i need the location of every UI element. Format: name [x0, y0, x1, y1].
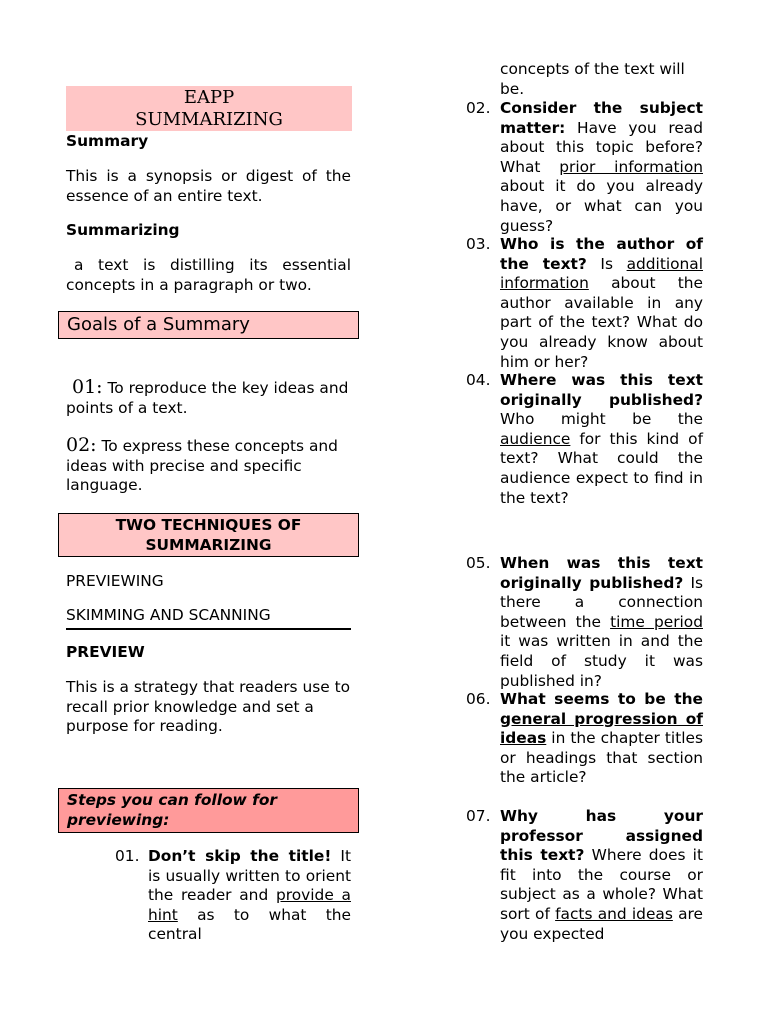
techniques-heading-line-2: SUMMARIZING	[145, 536, 272, 554]
goal-item-2	[66, 436, 351, 496]
step-text-4b: for this kind of text? What could the audience expect to find in the text?	[500, 429, 703, 507]
step-title-7: Why has your professor assigned this text?	[500, 807, 703, 865]
step-1-continued: concepts of the text will be.	[500, 60, 685, 98]
preview-text: This is a strategy that readers use to recall prior knowledge and set a purpose for reading.	[66, 678, 351, 736]
step-item-7	[466, 807, 706, 947]
goals-heading-box	[58, 311, 359, 339]
step-text-5b: it was written in and the field of study it was published in?	[500, 632, 703, 690]
preview-heading: PREVIEW	[66, 643, 145, 661]
goal-number-1: 01:	[72, 376, 103, 398]
steps-heading-line-2: previewing:	[67, 811, 170, 829]
summary-heading: Summary	[66, 132, 149, 150]
goal-text-1: To reproduce the key ideas and points of a text.	[66, 379, 349, 417]
summarizing-text	[66, 256, 351, 295]
techniques-heading-box	[58, 513, 359, 557]
step-text-3b: about the author available in any part of the text? What do you already know about him or her?	[500, 274, 703, 371]
summary-text: This is a synopsis or digest of the essence of an entire text.	[66, 167, 351, 205]
technique-previewing: PREVIEWING	[66, 572, 164, 590]
goal-number-2: 02:	[66, 434, 97, 456]
step-text-7b: are you expected	[500, 904, 703, 943]
step-number-5: 05.	[466, 554, 491, 572]
step-title-2: Consider the subject matter:	[500, 99, 703, 137]
summarizing-heading: Summarizing	[66, 221, 180, 239]
technique-skimming-scanning: SKIMMING AND SCANNING	[66, 606, 351, 630]
step-underlined-2: prior information	[559, 157, 703, 176]
step-underlined-3: additional information	[500, 254, 704, 293]
step-number-1: 01.	[115, 847, 140, 865]
step-underlined-7: facts and ideas	[555, 904, 673, 923]
step-underlined-1: provide a hint	[148, 886, 351, 924]
step-text-7a: Where does it fit into the course or subject as a whole? What sort of	[500, 846, 703, 923]
steps-heading-line-1: Steps you can follow for	[67, 791, 277, 809]
summarizing-text-content: a text is distilling its essential concepts in a paragraph or two.	[66, 256, 351, 294]
step-item-1: 01. Don’t skip the title! It is usually written to orient the reader and provide a hint as to what the central	[115, 847, 352, 944]
steps-heading-box	[58, 788, 359, 833]
step-title-5: When was this text originally published?	[500, 554, 703, 592]
step-title-4: Where was this text originally published?	[500, 371, 703, 409]
goals-heading: Goals of a Summary	[67, 314, 250, 335]
goal-item-1	[66, 378, 356, 418]
goal-text-2: To express these concepts and ideas with precise and specific language.	[66, 437, 338, 495]
step-underlined-6: general progression of ideas	[500, 709, 703, 748]
step-underlined-5: time period	[610, 612, 703, 631]
step-number-4: 04.	[466, 371, 491, 389]
step-text-2b: about it do you already have, or what can you guess?	[500, 177, 703, 235]
step-text-3a: Is	[586, 254, 627, 273]
step-title-6: What seems to be the	[500, 690, 703, 708]
step-text-5a: Is there a connection between the	[500, 573, 704, 631]
step-number-2: 02.	[466, 99, 491, 117]
step-title-1: Don’t skip the title!	[148, 847, 332, 865]
step-number-3: 03.	[466, 235, 491, 253]
document-title	[66, 86, 352, 131]
title-line-1: EAPP	[183, 87, 235, 108]
step-number-7: 07.	[466, 807, 491, 825]
step-title-3: Who is the author of the text?	[500, 235, 703, 273]
step-text-2a: Have you read about this topic before? What	[500, 118, 703, 176]
step-text-6b: in the chapter titles or headings that section the article?	[500, 729, 703, 787]
step-underlined-4: audience	[500, 429, 571, 448]
techniques-heading-line-1: TWO TECHNIQUES OF	[115, 516, 302, 534]
step-number-6: 06.	[466, 690, 491, 708]
title-line-2: SUMMARIZING	[135, 109, 283, 130]
step-text-4a: Who might be the	[500, 410, 703, 429]
step-text-1a: It is usually written to orient the reader and	[148, 847, 352, 905]
